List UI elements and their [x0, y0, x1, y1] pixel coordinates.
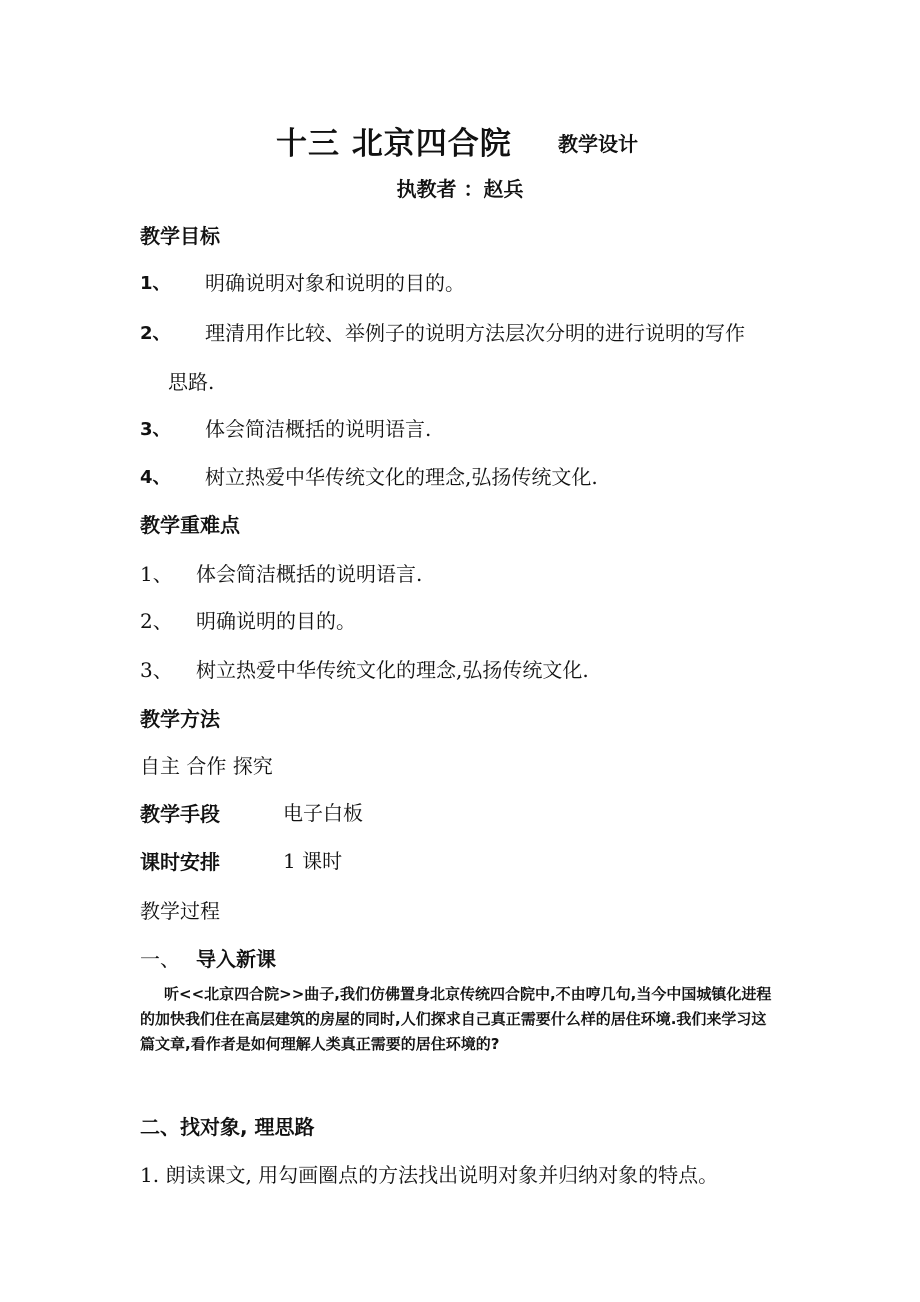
author-line: 执教者 ：赵兵 [396, 177, 524, 201]
means-heading: 教学手段 [140, 802, 220, 826]
section-2-title: 二、找对象, 理思路 [140, 1115, 315, 1139]
section-1-paragraph: 听<<北京四合院>>曲子,我们仿佛置身北京传统四合院中,不由哼几句,当今中国城镇化进程的加快我们住在高层建筑的房屋的同时,人们探求自己真正需要什么样的居住环境.我们来学习这篇文章,看作者是如何理解人类真正需要的居住环境的? [140, 985, 772, 1053]
objective-2-text-continued: 思路. [168, 370, 215, 394]
means-value: 电子白板 [283, 801, 363, 825]
key-point-1-text: 体会简洁概括的说明语言. [196, 562, 423, 586]
key-point-2-number: 2、 [140, 609, 173, 633]
objective-4-text: 树立热爱中华传统文化的理念,弘扬传统文化. [205, 465, 598, 489]
methods-value: 自主 合作 探究 [140, 754, 273, 778]
key-point-3-text: 树立热爱中华传统文化的理念,弘扬传统文化. [196, 658, 589, 682]
key-points-heading: 教学重难点 [140, 513, 240, 537]
process-heading: 教学过程 [140, 899, 220, 923]
key-point-1-number: 1、 [140, 562, 173, 586]
section-1-number: 一、 [140, 947, 180, 971]
schedule-heading: 课时安排 [140, 850, 220, 874]
objective-1-number: 1、 [140, 273, 171, 294]
key-point-2-text: 明确说明的目的。 [196, 609, 356, 633]
methods-heading: 教学方法 [140, 707, 220, 731]
objective-4-number: 4、 [140, 467, 171, 488]
key-point-3-number: 3、 [140, 658, 173, 682]
objective-2-text: 理清用作比较、举例子的说明方法层次分明的进行说明的写作 [205, 321, 745, 345]
objective-3-number: 3、 [140, 419, 171, 440]
objective-3-text: 体会简洁概括的说明语言. [205, 417, 432, 441]
objectives-heading: 教学目标 [140, 224, 220, 248]
document-title: 十三 北京四合院 [276, 126, 512, 162]
objective-2-number: 2、 [140, 323, 171, 344]
schedule-value: 1 课时 [283, 849, 343, 873]
section-1-title: 导入新课 [196, 947, 276, 971]
section-2-item-1: 1. 朗读课文, 用勾画圈点的方法找出说明对象并归纳对象的特点。 [140, 1163, 719, 1187]
document-title-suffix: 教学设计 [558, 132, 638, 156]
objective-1-text: 明确说明对象和说明的目的。 [205, 271, 465, 295]
